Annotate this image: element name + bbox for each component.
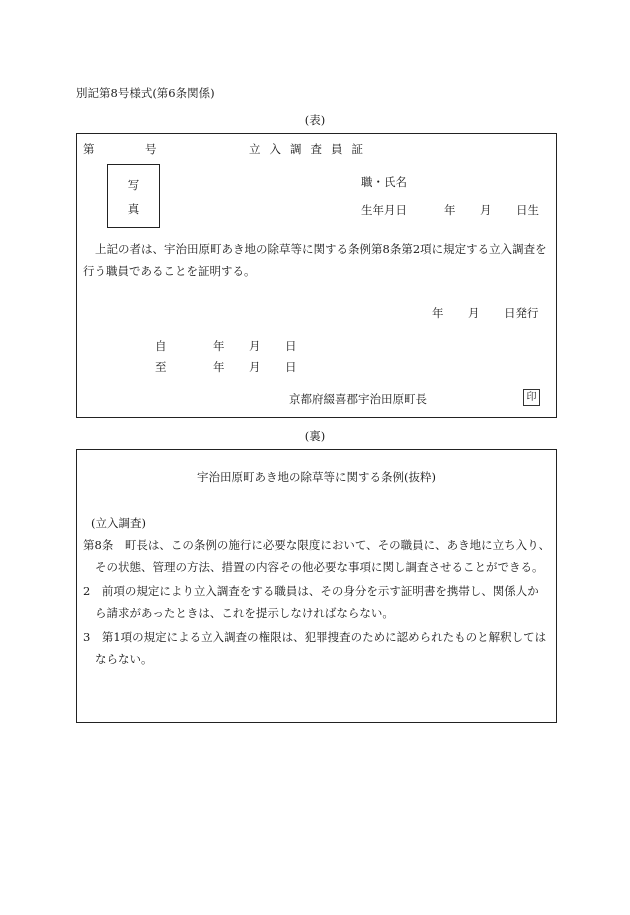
photo-placeholder xyxy=(107,164,160,228)
issuer: 京都府綴喜郡宇治田原町長 xyxy=(289,392,427,406)
from-year: 年 xyxy=(213,339,225,353)
birth-day: 日生 xyxy=(516,203,539,217)
certify-line-1: 上記の者は、宇治田原町あき地の除草等に関する条例第8条第2項に規定する立入調査を xyxy=(95,242,547,256)
certify-line-2: 行う職員であることを証明する。 xyxy=(83,264,256,278)
issued-year: 年 xyxy=(432,306,444,320)
to-label: 至 xyxy=(155,360,167,374)
to-day: 日 xyxy=(285,360,297,374)
ordinance-title: 宇治田原町あき地の除草等に関する条例(抜粋) xyxy=(197,470,436,484)
certificate-front xyxy=(76,133,557,418)
article-8-line-2: その状態、管理の方法、措置の内容その他必要な事項に関し調査させることができる。 xyxy=(95,560,544,574)
certificate-title: 立入調査員証 xyxy=(249,142,372,156)
number-suffix: 号 xyxy=(145,142,157,156)
to-year: 年 xyxy=(213,360,225,374)
to-month: 月 xyxy=(249,360,261,374)
birth-label: 生年月日 xyxy=(361,203,407,217)
birth-month: 月 xyxy=(480,203,492,217)
paragraph-3-line-1: 3 第1項の規定による立入調査の権限は、犯罪捜査のために認められたものと解釈しては xyxy=(83,630,547,644)
back-side-label: (裏) xyxy=(304,429,326,443)
front-side-label: (表) xyxy=(304,113,326,127)
issued-month: 月 xyxy=(468,306,480,320)
section-heading: (立入調査) xyxy=(91,516,146,530)
from-label: 自 xyxy=(155,339,167,353)
paragraph-3-line-2: ならない。 xyxy=(95,652,153,666)
from-day: 日 xyxy=(285,339,297,353)
form-label: 別記第8号様式(第6条関係) xyxy=(76,86,215,100)
photo-label-1: 写 xyxy=(127,178,140,192)
photo-label-2: 真 xyxy=(127,202,140,216)
birth-year: 年 xyxy=(444,203,456,217)
from-month: 月 xyxy=(249,339,261,353)
issued-day: 日発行 xyxy=(504,306,539,320)
number-prefix: 第 xyxy=(83,142,95,156)
paragraph-2-line-1: 2 前項の規定により立入調査をする職員は、その身分を示す証明書を携帯し、関係人か xyxy=(83,584,539,598)
paragraph-2-line-2: ら請求があったときは、これを提示しなければならない。 xyxy=(95,606,394,620)
article-8-line-1: 第8条 町長は、この条例の施行に必要な限度において、その職員に、あき地に立ち入り、 xyxy=(83,538,551,552)
certificate-back xyxy=(76,449,557,723)
seal-mark: 印 xyxy=(523,389,540,406)
name-label: 職・氏名 xyxy=(361,175,407,189)
